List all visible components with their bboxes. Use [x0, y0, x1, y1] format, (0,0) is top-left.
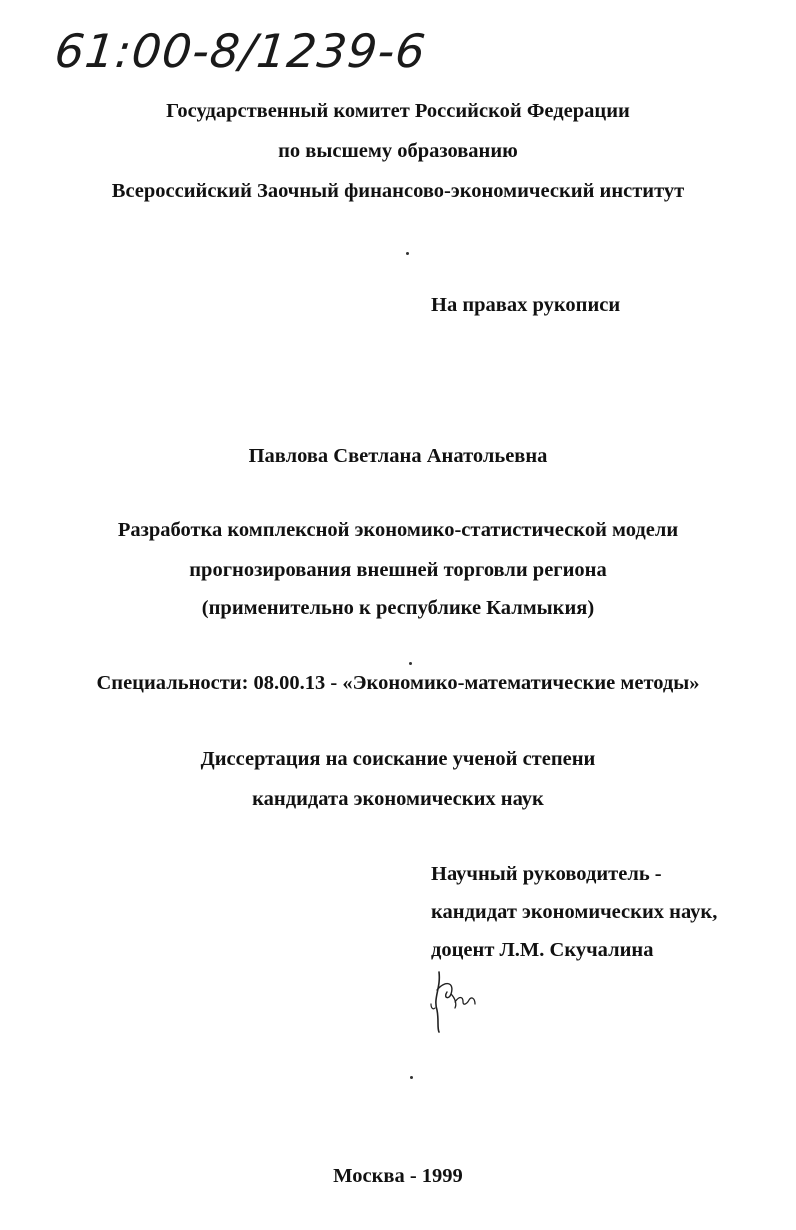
header-line-1: Государственный комитет Российской Федерации [166, 100, 630, 122]
specialty: Специальности: 08.00.13 - «Экономико-математические методы» [96, 672, 700, 694]
title-line-3: (применительно к республике Калмыкия) [201, 597, 595, 619]
supervisor-line-2: кандидат экономических наук, [431, 901, 718, 923]
title-line-1: Разработка комплексной экономико-статистической модели [117, 519, 679, 541]
scan-speck [409, 662, 412, 665]
supervisor-line-3: доцент Л.М. Скучалина [431, 939, 654, 961]
degree-line-2: кандидата экономических наук [252, 788, 544, 810]
signature [425, 968, 495, 1038]
supervisor-line-1: Научный руководитель - [431, 863, 662, 885]
title-line-2: прогнозирования внешней торговли региона [189, 559, 607, 581]
archive-number: 61:00-8/1239-6 [52, 24, 429, 78]
header-line-2: по высшему образованию [278, 140, 518, 162]
rights-note: На правах рукописи [431, 294, 621, 316]
footer-city-year: Москва - 1999 [333, 1165, 463, 1187]
author-name: Павлова Светлана Анатольевна [248, 445, 548, 467]
header-line-3: Всероссийский Заочный финансово-экономический институт [111, 180, 685, 202]
scan-speck [406, 252, 409, 255]
degree-line-1: Диссертация на соискание ученой степени [200, 748, 596, 770]
scan-speck [410, 1076, 413, 1079]
